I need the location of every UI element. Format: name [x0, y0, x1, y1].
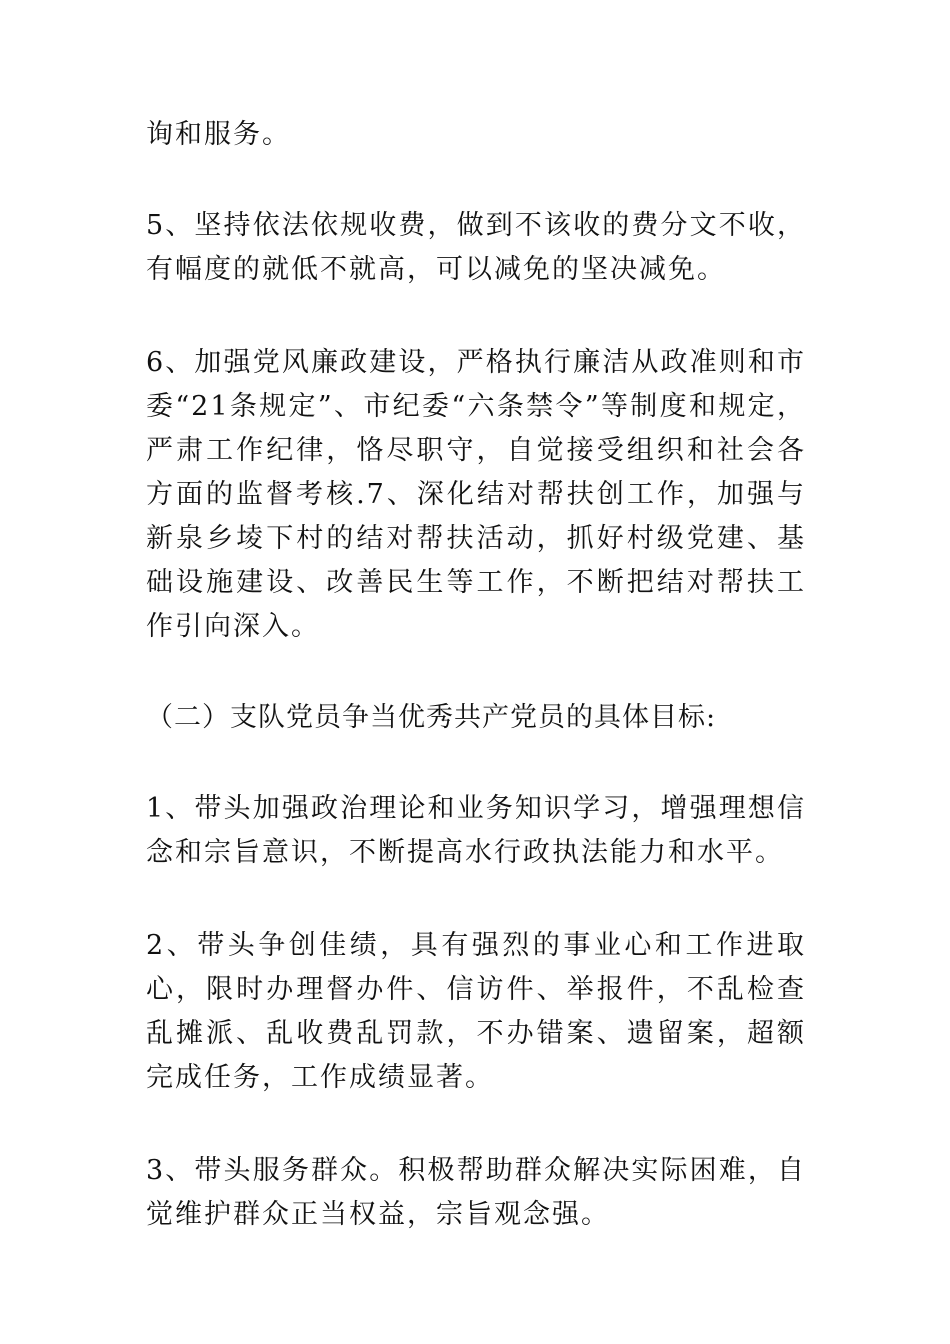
- section-heading: （二）支队党员争当优秀共产党员的具体目标:: [146, 702, 717, 733]
- paragraph-item-5: 5、坚持依法依规收费，做到不该收的费分文不收，有幅度的就低不就高，可以减免的坚决减免。: [146, 210, 806, 285]
- paragraph-goal-1: 1、带头加强政治理论和业务知识学习，增强理想信念和宗旨意识，不断提高水行政执法能力和水平。: [146, 793, 806, 868]
- paragraph-goal-3: 3、带头服务群众。积极帮助群众解决实际困难，自觉维护群众正当权益，宗旨观念强。: [146, 1155, 806, 1230]
- paragraph-continuation: 询和服务。: [146, 119, 291, 150]
- paragraph-item-6-7: 6、加强党风廉政建设，严格执行廉洁从政准则和市委“21条规定”、市纪委“六条禁令”等制度和规定，严肃工作纪律，恪尽职守，自觉接受组织和社会各方面的监督考核.7、深化结对帮扶创工作，加强与新泉乡堎下村的结对帮扶活动，抓好村级党建、基础设施建设、改善民生等工作，不断把结对帮扶工作引向深入。: [146, 347, 806, 642]
- paragraph-goal-2: 2、带头争创佳绩，具有强烈的事业心和工作进取心，限时办理督办件、信访件、举报件，不乱检查乱摊派、乱收费乱罚款，不办错案、遗留案，超额完成任务，工作成绩显著。: [146, 930, 806, 1093]
- document-body: [146, 113, 806, 1237]
